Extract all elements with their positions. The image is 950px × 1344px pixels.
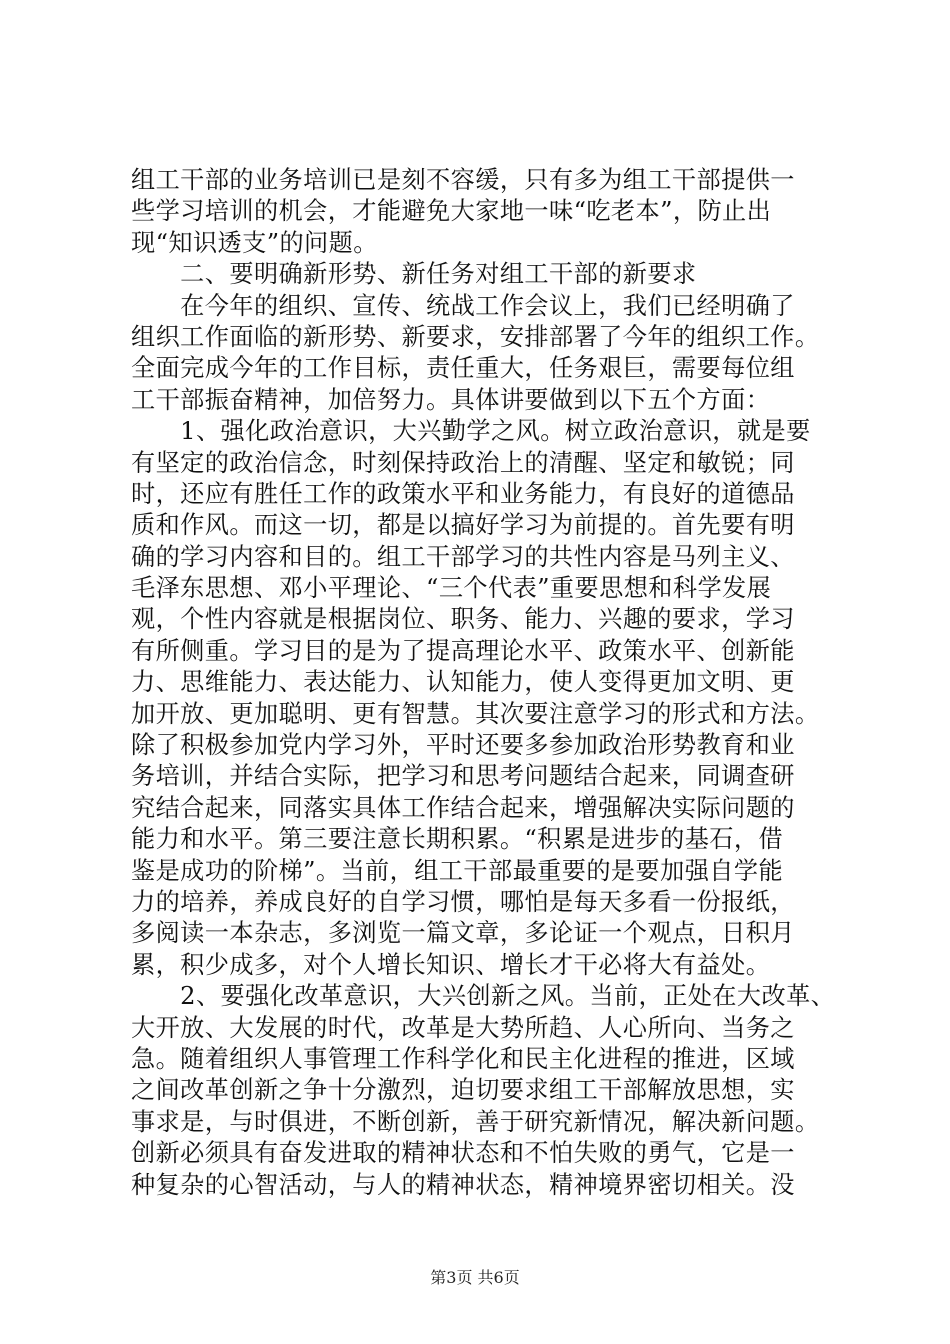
text-line: 除了积极参加党内学习外，平时还要多参加政治形势教育和业	[131, 731, 795, 760]
text-line: 确的学习内容和目的。组工干部学习的共性内容是马列主义、	[131, 542, 795, 571]
text-line: 力的培养，养成良好的自学习惯，哪怕是每天多看一份报纸，	[131, 887, 795, 916]
text-line: 些学习培训的机会，才能避免大家地一味“吃老本”，防止出	[131, 197, 772, 226]
page-number-footer: 第3页 共6页	[430, 1268, 520, 1287]
text-line: 大开放、大发展的时代，改革是大势所趋、人心所向、当务之	[131, 1013, 795, 1042]
text-line: 务培训，并结合实际，把学习和思考问题结合起来，同调查研	[131, 762, 795, 791]
text-line: 现“知识透支”的问题。	[131, 228, 378, 257]
text-line: 多阅读一本杂志，多浏览一篇文章，多论证一个观点，日积月	[131, 919, 795, 948]
text-line: 事求是，与时俱进，不断创新，善于研究新情况，解决新问题。	[131, 1107, 820, 1136]
text-line: 鉴是成功的阶梯”。当前，组工干部最重要的是要加强自学能	[131, 856, 784, 885]
body-text	[131, 165, 836, 1201]
text-line: 2、要强化改革意识，大兴创新之风。当前，正处在大改革、	[131, 982, 836, 1011]
text-line: 种复杂的心智活动，与人的精神状态，精神境界密切相关。没	[131, 1170, 795, 1199]
text-line: 究结合起来，同落实具体工作结合起来，增强解决实际问题的	[131, 793, 795, 822]
text-line: 急。随着组织人事管理工作科学化和民主化进程的推进，区域	[131, 1044, 795, 1073]
text-line: 组织工作面临的新形势、新要求，安排部署了今年的组织工作。	[131, 322, 820, 351]
text-line: 1、强化政治意识，大兴勤学之风。树立政治意识，就是要	[131, 417, 811, 446]
text-line: 累，积少成多，对个人增长知识、增长才干必将大有益处。	[131, 950, 771, 979]
text-line: 工干部振奋精神，加倍努力。具体讲要做到以下五个方面：	[131, 385, 771, 414]
text-line: 能力和水平。第三要注意长期积累。“积累是进步的基石，借	[131, 825, 784, 854]
text-line: 力、思维能力、表达能力、认知能力，使人变得更加文明、更	[131, 668, 795, 697]
text-line: 组工干部的业务培训已是刻不容缓，只有多为组工干部提供一	[131, 166, 795, 194]
text-line: 有坚定的政治信念，时刻保持政治上的清醒、坚定和敏锐；同	[131, 448, 795, 477]
text-line: 毛泽东思想、邓小平理论、“三个代表”重要思想和科学发展	[131, 574, 772, 603]
text-line: 创新必须具有奋发进取的精神状态和不怕失败的勇气，它是一	[131, 1139, 795, 1168]
text-line: 加开放、更加聪明、更有智慧。其次要注意学习的形式和方法。	[131, 699, 820, 728]
text-line: 之间改革创新之争十分激烈，迫切要求组工干部解放思想，实	[131, 1076, 795, 1105]
text-line: 全面完成今年的工作目标，责任重大，任务艰巨，需要每位组	[131, 354, 795, 383]
text-line: 质和作风。而这一切，都是以搞好学习为前提的。首先要有明	[131, 511, 795, 540]
section-heading: 二、要明确新形势、新任务对组工干部的新要求	[131, 260, 697, 289]
text-line: 有所侧重。学习目的是为了提高理论水平、政策水平、创新能	[131, 636, 795, 665]
text-line: 时，还应有胜任工作的政策水平和业务能力，有良好的道德品	[131, 479, 795, 508]
text-line: 在今年的组织、宣传、统战工作会议上，我们已经明确了	[131, 291, 795, 320]
text-line: 观，个性内容就是根据岗位、职务、能力、兴趣的要求，学习	[131, 605, 795, 634]
